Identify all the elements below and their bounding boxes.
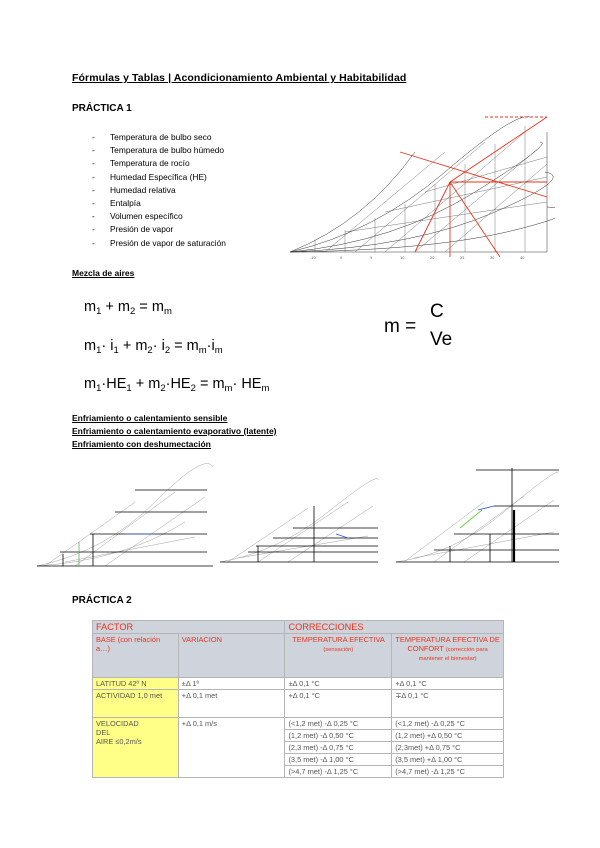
list-item: - Presión de vapor xyxy=(92,224,174,235)
evaporative-chart xyxy=(218,476,380,566)
list-item: - Entalpía xyxy=(92,197,141,208)
process-dehumidification: Enfriamiento con deshumectación xyxy=(72,439,211,449)
svg-text:25: 25 xyxy=(460,256,465,260)
formula-mass-balance: $m_1 + m_2 = m_m$ xyxy=(84,299,172,317)
formula-enthalpy-balance: $m_1\cdot i_1 + m_2\cdot i_2 = m_m\cdot i_m$ xyxy=(84,338,223,356)
svg-text:-10: -10 xyxy=(310,256,316,260)
corrections-table xyxy=(92,620,504,778)
table-row: ACTIVIDAD 1,0 met +Δ 0,1 met +Δ 0,1 °C ∓Δ 0,1 °C xyxy=(93,690,504,718)
subheader-temp-confort: TEMPERATURA EFECTIVA DE CONFORT (corrección para mantener el bienestar) xyxy=(392,634,504,678)
dehumidification-chart xyxy=(394,462,564,572)
svg-text:20: 20 xyxy=(430,256,435,260)
subheader-temp-efectiva: TEMPERATURA EFECTIVA (sensación) xyxy=(285,634,392,678)
list-item: - Humedad relativa xyxy=(92,184,176,195)
formula-mass-volume-c: C xyxy=(430,301,444,322)
header-factor: FACTOR xyxy=(93,621,285,634)
list-item: - Presión de vapor de saturación xyxy=(92,237,226,248)
list-item: - Humedad Específica (HE) xyxy=(92,171,207,182)
property-list xyxy=(92,131,226,250)
formula-humidity-balance: $m_1\cdot HE_1 + m_2\cdot HE_2 = m_m\cdot HE_m$ xyxy=(84,376,270,394)
table-row: (3,5 met) -Δ 1,00 °C (3,5 met) +Δ 1,00 °C xyxy=(93,754,504,766)
table-row: LATITUD 42º N ±Δ 1º ±Δ 0,1 °C +Δ 0,1 °C xyxy=(93,678,504,690)
table-row: VELOCIDAD DEL AIRE ≤0,2m/s +Δ 0,1 m/s (<1,2 met) -Δ 0,25 °C (<1,2 met) -Δ 0,25 °C xyxy=(93,718,504,730)
formula-mass-volume-ve: Ve xyxy=(430,329,453,350)
list-item: - Temperatura de bulbo seco xyxy=(92,132,212,142)
list-item: - Temperatura de rocío xyxy=(92,158,190,169)
list-item: - Volumen específico xyxy=(92,211,183,222)
mezcla-label: Mezcla de aires xyxy=(72,268,135,278)
list-item: - Temperatura de bulbo húmedo xyxy=(92,145,225,156)
process-sensible: Enfriamiento o calentamiento sensible xyxy=(72,413,228,423)
table-row: (2,3 met) -Δ 0,75 °C (2,3met) +Δ 0,75 °C xyxy=(93,742,504,754)
formula-mass-volume-m: m = xyxy=(384,316,417,337)
practica-2-heading: PRÁCTICA 2 xyxy=(72,595,132,606)
svg-text:5: 5 xyxy=(370,256,373,260)
table-row: (>4,7 met) -Δ 1,25 °C (>4,7 met) -Δ 1,25 °C xyxy=(93,766,504,778)
practica-1-heading: PRÁCTICA 1 xyxy=(72,103,132,114)
svg-text:40: 40 xyxy=(520,256,525,260)
header-correcciones: CORRECCIONES xyxy=(285,621,504,634)
svg-text:0: 0 xyxy=(340,256,343,260)
svg-text:10: 10 xyxy=(400,256,405,260)
process-evaporative: Enfriamiento o calentamiento evaporativo (latente) xyxy=(72,426,277,436)
svg-text:30: 30 xyxy=(490,256,495,260)
subheader-variacion: VARIACION xyxy=(178,634,285,678)
sensible-chart xyxy=(35,462,217,570)
page-title: Fórmulas y Tablas | Acondicionamiento Ambiental y Habitabilidad xyxy=(72,72,407,84)
table-header-row xyxy=(93,621,504,634)
psychrometric-chart xyxy=(285,112,555,262)
table-subheader-row xyxy=(93,634,504,678)
velocidad-factor: VELOCIDAD DEL AIRE ≤0,2m/s xyxy=(93,718,179,778)
subheader-base: BASE (con relación a…) xyxy=(93,634,179,678)
table-row: (1,2 met) -Δ 0,50 °C (1,2 met) +Δ 0,50 °C xyxy=(93,730,504,742)
